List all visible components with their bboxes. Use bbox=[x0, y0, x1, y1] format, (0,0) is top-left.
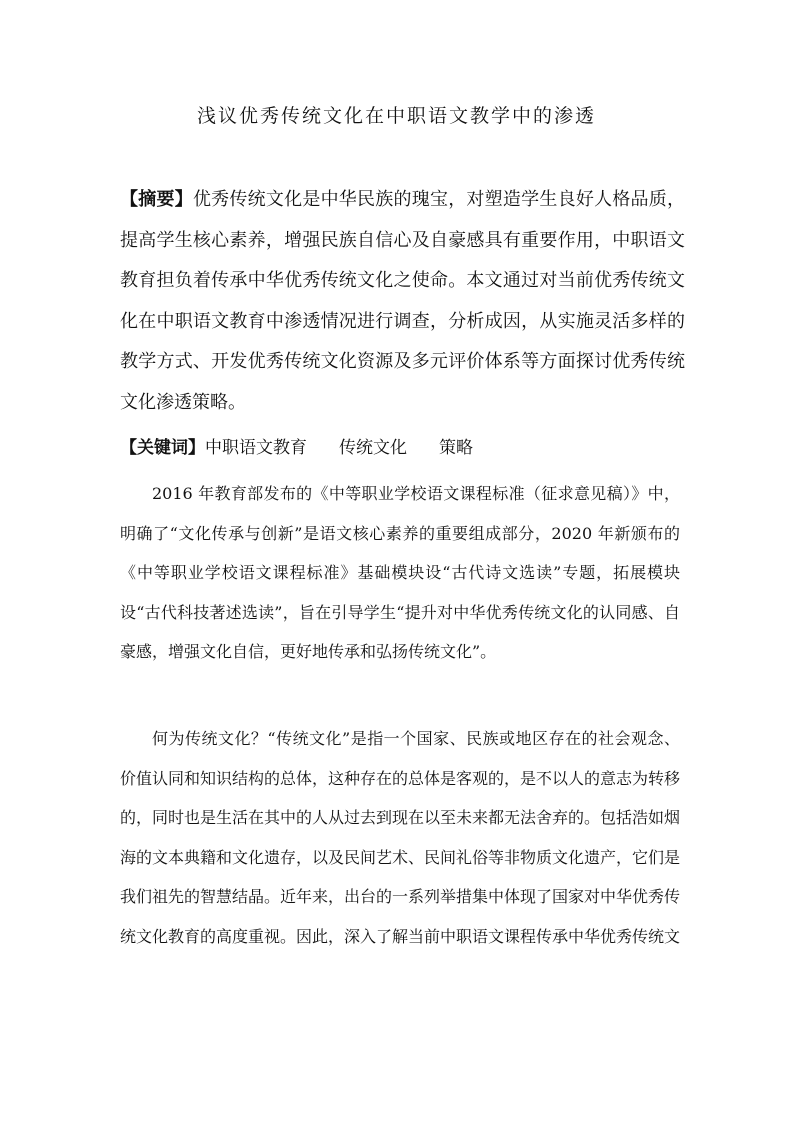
abstract-paragraph bbox=[120, 180, 685, 423]
keyword-item: 传统文化 bbox=[339, 438, 407, 458]
body-paragraph-2: 何为传统文化？“传统文化”是指一个国家、民族或地区存在的社会观念、价值认同和知识结构的总体，这种存在的总体是客观的，是不以人的意志为转移的，同时也是生活在其中的人从过去到现在以至未来都无法舍弃的。包括浩如烟海的文本典籍和文化遗存，以及民间艺术、民间礼俗等非物质文化遗产，它们是我们祖先的智慧结晶。近年来，出台的一系列举措集中体现了国家对中华优秀传统文化教育的高度重视。因此，深入了解当前中职语文课程传承中华优秀传统文 bbox=[120, 729, 681, 946]
abstract-label: 【摘要】 bbox=[120, 189, 193, 210]
document-title: 浅议优秀传统文化在中职语文教学中的渗透 bbox=[196, 105, 596, 127]
keyword-item: 中职语文教育 bbox=[205, 438, 307, 458]
keyword-item: 策略 bbox=[439, 438, 473, 458]
keywords-label: 【关键词】 bbox=[120, 438, 205, 458]
body-paragraph-1: 2016 年教育部发布的《中等职业学校语文课程标准（征求意见稿）》中，明确了“文化传承与创新”是语文核心素养的重要组成部分，2020 年新颁布的《中等职业学校语文课程标准》基础模块设“古代诗文选读”专题，拓展模块设“古代科技著述选读”，旨在引导学生“提升对中华优秀传统文化的认同感、自豪感，增强文化自信，更好地传承和弘扬传统文化”。 bbox=[120, 484, 680, 661]
keywords-line bbox=[120, 433, 685, 463]
abstract-text: 优秀传统文化是中华民族的瑰宝，对塑造学生良好人格品质，提高学生核心素养，增强民族自信心及自豪感具有重要作用，中职语文教育担负着传承中华优秀传统文化之使命。本文通过对当前优秀传统文化在中职语文教育中渗透情况进行调查，分析成因，从实施灵活多样的教学方式、开发优秀传统文化资源及多元评价体系等方面探讨优秀传统文化渗透策略。 bbox=[120, 189, 686, 413]
